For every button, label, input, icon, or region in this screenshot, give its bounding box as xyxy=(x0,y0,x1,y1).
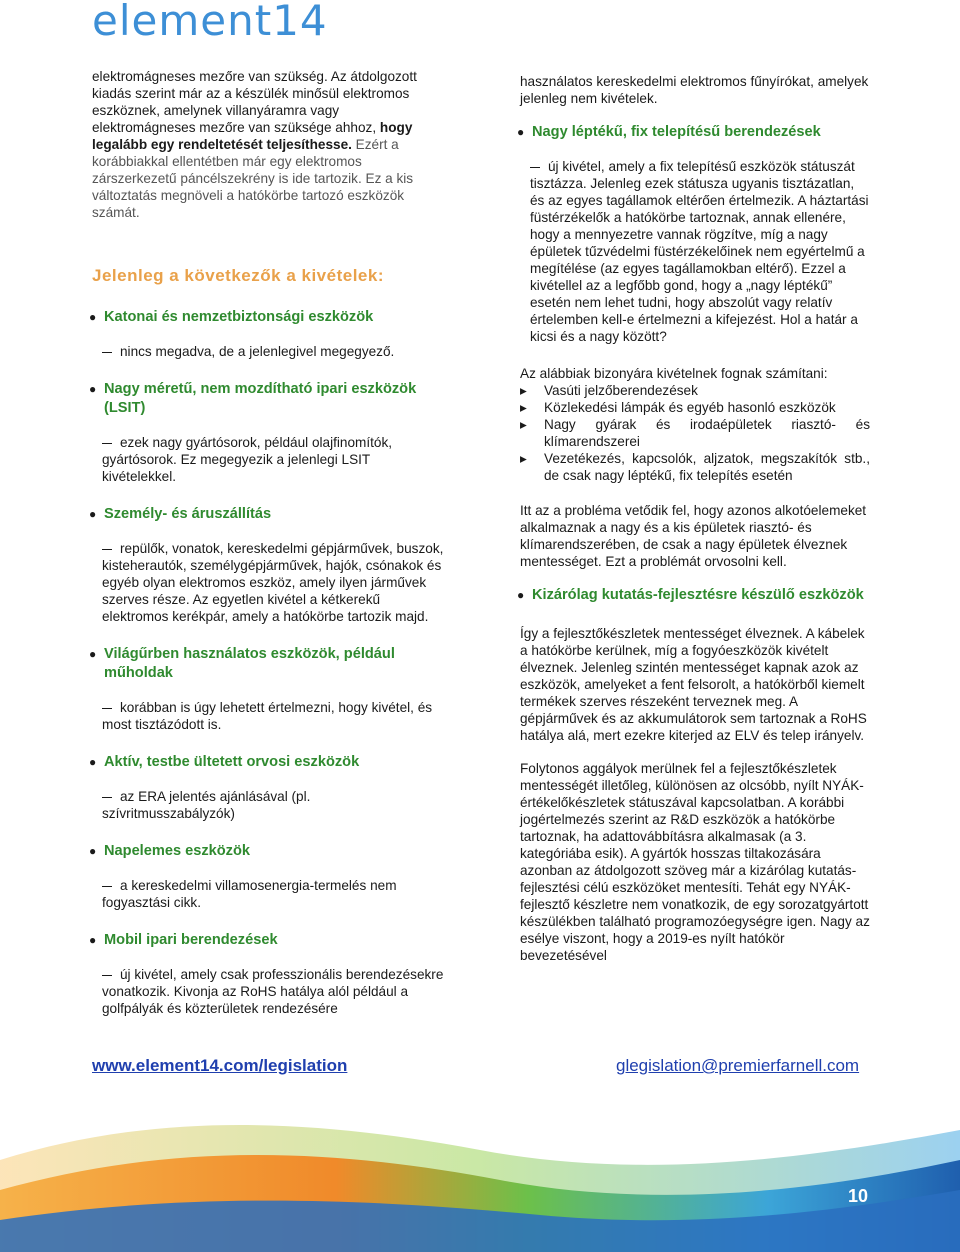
exception-title: ● Aktív, testbe ültetett orvosi eszközök xyxy=(89,754,360,770)
exception-title: ● Mobil ipari berendezések xyxy=(89,932,278,948)
exception-title: ● Személy- és áruszállítás xyxy=(89,506,272,522)
exception-text: a kereskedelmi villamosenergia-termelés nem fogyasztási cikk. xyxy=(102,878,397,910)
exception-text: új kivétel, amely csak professzionális berendezésekre vonatkozik. Kivonja az RoHS hatálya alól például a golfpályák és közterületek rendezésére xyxy=(102,967,444,1016)
exception-item xyxy=(89,308,444,360)
bullet-icon: ▸ xyxy=(520,417,527,432)
exception-text: új kivétel, amely a fix telepítésű eszközök státuszát tisztázza. Jelenleg ezek státusza ugyanis tisztázatlan, és az egyes tagállamok eltérően értelmezik. A háztartási füstérzékelők a hatókörbe tartoznak, annak ellenére, hogy a mennyezetre vannak rögzítve, míg a nagy épületek tűzvédelmi füstérzékelőinek nem egyértelmű a megítélése (az egyes tagállamokban eltérő). Ezzel a kivétellel az a legfőbb gond, hogy a „nagy léptékű” esetén nem lehet tudni, hogy abszolút vagy relatív értelemben kell-e értelmezni a kifejezést. Hol a határ a kicsi és a nagy között? xyxy=(530,159,869,344)
exception-text: nincs megadva, de a jelenlegivel megegyező. xyxy=(92,343,444,360)
intro-text-1: elektromágneses mezőre van szükség. Az átdolgozott kiadás szerint már az a készülék minősül elektromos eszköznek, amelynek villanyáramra vagy elektromágneses mezőre van szüksége ahhoz, xyxy=(92,69,417,135)
rd-paragraph-1: Így a fejlesztőkészletek mentességet élveznek. A kábelek a hatókörbe kerülnek, míg a fogyóeszközök kivételt élveznek. Jelenleg szintén mentességet kapnak azok az eszközök, amelyeket a fent felsorolt, a hatókörből kiemelt termékek szerves részeként terveznek meg. A gépjárművek és az akkumulátorok sem tartoznak a RoHS hatálya alá, mert ezekre kiterjed az ELV és telep irányelv. xyxy=(520,626,867,743)
intro-text-2: Ezért a korábbiakkal ellentétben már egy elektromos zárszerkezetű páncélszekrény is ide tartozik. Ez a kis változtatás megnöveli a hatókörbe tartozó eszközök számát. xyxy=(92,137,414,220)
exception-title: ● Nagy méretű, nem mozdítható ipari eszközök (LSIT) xyxy=(89,381,417,416)
exception-title: ● Katonai és nemzetbiztonsági eszközök xyxy=(89,309,374,325)
exceptions-heading: Jelenleg a következők a kivételek: xyxy=(92,266,384,285)
intro-bold: hogy legalább egy rendeltetését teljesíthesse. xyxy=(92,120,413,152)
exception-text: korábban is úgy lehetett értelmezni, hogy kivétel, és most tisztázódott is. xyxy=(102,700,433,732)
examples-list xyxy=(520,382,870,484)
exception-text: az ERA jelentés ajánlásával (pl. szívritmusszabályzók) xyxy=(102,789,311,821)
exception-title: ● Világűrben használatos eszközök, például műholdak xyxy=(89,646,395,681)
decorative-wave-banner xyxy=(0,1090,960,1252)
exception-item xyxy=(89,505,444,625)
list-item: ▸ Közlekedési lámpák és egyéb hasonló eszközök xyxy=(520,400,836,415)
exception-title: ● Nagy léptékű, fix telepítésű berendezések xyxy=(517,124,821,140)
element14-logo: element14 xyxy=(92,0,328,45)
exception-item xyxy=(89,931,444,1017)
exception-title: ● Napelemes eszközök xyxy=(89,843,251,859)
exception-title: ● Kizárólag kutatás-fejlesztésre készülő eszközök xyxy=(517,587,864,603)
list-item: ▸ Nagy gyárak és irodaépületek riasztó- és klímarendszerei xyxy=(520,417,870,449)
bullet-icon: ▸ xyxy=(520,400,527,415)
exception-text: ezek nagy gyártósorok, például olajfinomítók, gyártósorok. Ez megegyezik a jelenlegi LSIT kivételekkel. xyxy=(102,435,393,484)
exception-item xyxy=(89,380,444,485)
legislation-link[interactable]: www.element14.com/legislation xyxy=(92,1056,348,1075)
problem-paragraph: Itt az a probléma vetődik fel, hogy azonos alkotóelemeket alkalmaznak a nagy és a kis épületek riasztó- és klímarendszerében, de csak a nagy épületek élveznek mentességet. Ezt a problémát orvosolni kell. xyxy=(520,503,867,569)
right-column xyxy=(517,73,870,964)
rd-paragraph-2: Folytonos aggályok merülnek fel a fejlesztőkészletek mentességét illetőleg, különösen az olcsóbb, nyílt NYÁK-értékelőkészletek státuszával kapcsolatban. A korábbi jogértelmezés szerint az R&D eszközök a hatókörbe tartoznak, ha adattovábbításra alkalmasak (a 3. kategóriába esik). A gyártók hosszas tiltakozására azonban az átdolgozott szöveg már a kizárólag kutatás-fejlesztési célú eszközöket mentesíti. Tehát egy NYÁK-fejlesztő készletre nem vonatkozik, de egy sorozatgyártott készülékben található programozóegységre igen. Nagy az esélye viszont, hogy a 2019-es nyílt hatókör bevezetésével xyxy=(520,761,870,963)
bullet-icon: ▸ xyxy=(520,383,527,398)
bullet-icon: ▸ xyxy=(520,451,527,466)
exception-item xyxy=(517,123,870,345)
intro-paragraph xyxy=(92,68,444,221)
exception-item xyxy=(89,842,444,911)
exception-item xyxy=(89,645,444,733)
examples-intro: Az alábbiak bizonyára kivételnek fognak számítani: xyxy=(520,366,828,381)
left-column xyxy=(89,68,444,1037)
exception-item xyxy=(89,753,444,822)
exception-item xyxy=(517,586,870,605)
exception-text: repülők, vonatok, kereskedelmi gépjárművek, buszok, kisteherautók, személygépjárművek, hajók, csónakok és egyéb olyan elektromos eszköz, amely ilyen járművek szerves része. Az egyetlen kivétel a kétkerekű elektromos kerékpár, amely a hatókörbe tartozik majd. xyxy=(102,541,444,624)
list-item: ▸ Vezetékezés, kapcsolók, aljzatok, megszakítók stb., de csak nagy léptékű, fix telepítés esetén xyxy=(520,451,870,483)
email-link[interactable]: glegislation@premierfarnell.com xyxy=(616,1056,860,1075)
page-number: 10 xyxy=(847,1186,868,1206)
continuation-text: használatos kereskedelmi elektromos fűnyírókat, amelyek jelenleg nem kivételek. xyxy=(520,74,869,106)
list-item: ▸ Vasúti jelzőberendezések xyxy=(520,383,698,398)
